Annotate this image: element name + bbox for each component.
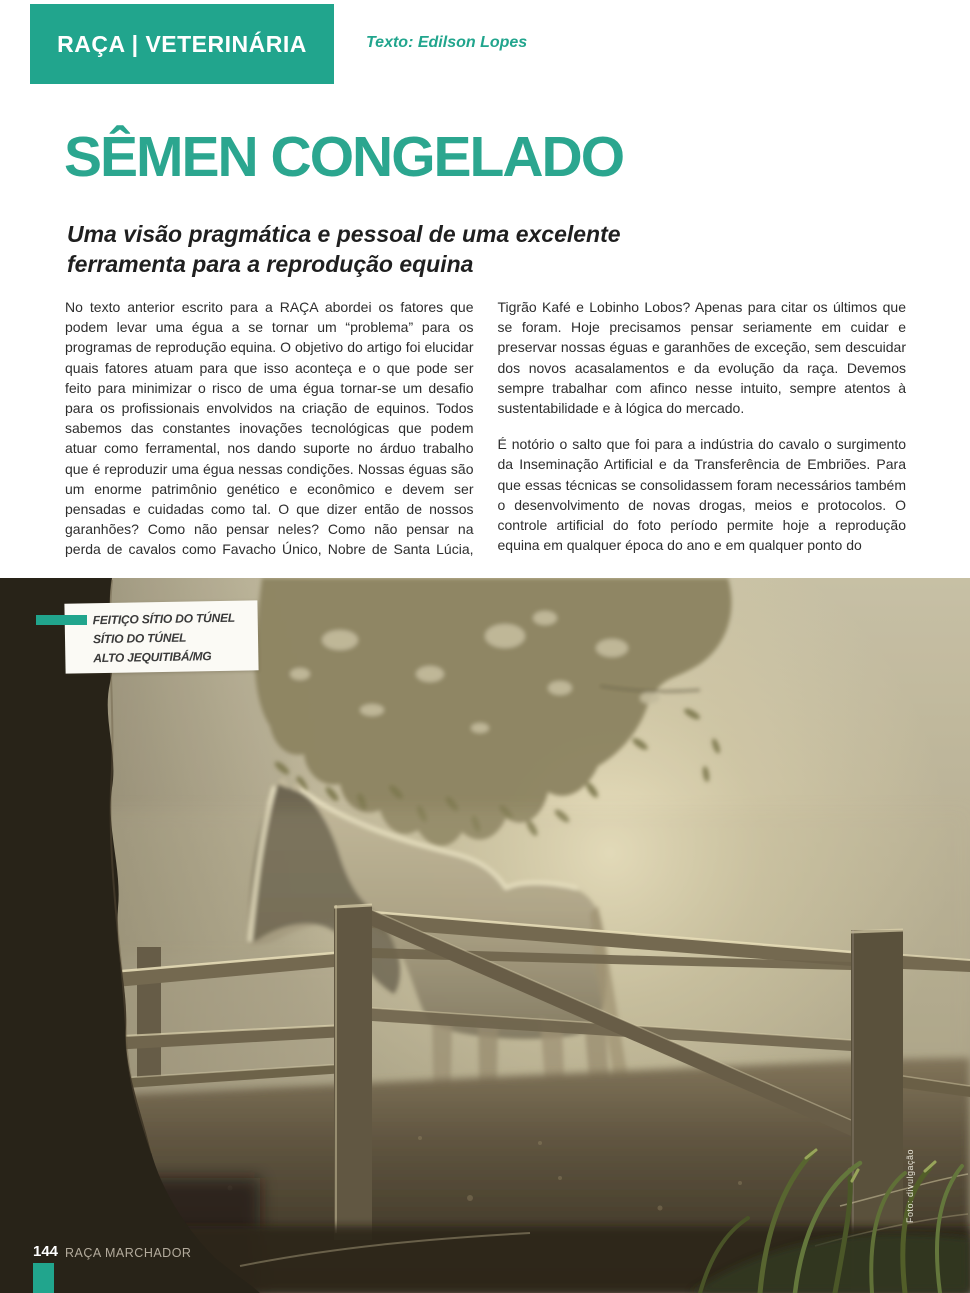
caption-line-3: ALTO JEQUITIBÁ/MG bbox=[93, 649, 212, 666]
article-subtitle: Uma visão pragmática e pessoal de uma excelente ferramenta para a reprodução equina bbox=[67, 221, 621, 277]
body-paragraph-2: É notório o salto que foi para a indústria do cavalo o surgimento da Inseminação Artificial e da Transferência de Embriões. Para que essas técnicas se consolidassem foram necessários também o desenvolvimento de novas drogas, meios e protocolos. O controle artificial do foto período permite hoje a reprodução equina em qualquer época do ano e em qualquer ponto do bbox=[497, 436, 906, 554]
caption-line-2: SÍTIO DO TÚNEL bbox=[92, 630, 187, 647]
section-label: RAÇA | VETERINÁRIA bbox=[57, 30, 307, 57]
article-body bbox=[65, 297, 906, 565]
caption-accent-bar bbox=[36, 615, 87, 625]
section-band bbox=[30, 4, 334, 84]
byline: Texto: Edilson Lopes bbox=[366, 34, 528, 51]
caption-line-1: FEITIÇO SÍTIO DO TÚNEL bbox=[92, 610, 236, 628]
horse-photo bbox=[0, 578, 970, 1293]
photo-credit: Foto: divulgação bbox=[905, 1148, 915, 1223]
sepia-overlay bbox=[0, 578, 970, 1293]
footer-accent-block bbox=[33, 1263, 54, 1293]
article-title: SÊMEN CONGELADO bbox=[64, 125, 624, 189]
horse-photo-illustration bbox=[0, 578, 970, 1293]
body-paragraph-1: No texto anterior escrito para a RAÇA abordei os fatores que podem levar uma égua a se tornar um “problema” para os programas de reprodução equina. O objetivo do artigo foi elucidar quais fatores atuam para que isso aconteça e o que pode ser feito para minimizar o risco de uma égua tornar-se um desafio para os profissionais envolvidos na criação de equinos. Todos sabemos das constantes inovações tecnológicas que podem atuar como ferramental, nos dando suporte no árduo trabalho que é reproduzir uma égua nessas condições. Nossas éguas são um enorme patrimônio genético e econômico e devem ser pensadas e cuidadas como tal. O que dizer então de nossos garanhões? Como não pensar neles? Como não pensar na perda de cavalos como Favacho Único, Nobre de Santa Lúcia, Tigrão Kafé e Lobinho Lobos? Apenas para citar os últimos que se foram. Hoje precisamos pensar seriamente em cuidar e preservar nossas éguas e garanhões de exceção, sem descuidar dos novos acasalamentos e da evolução da raça. Devemos sempre trabalhar com afinco nesse intuito, sempre atentos à sustentabilidade e à lógica do mercado. bbox=[65, 299, 906, 558]
page-number: 144 bbox=[33, 1243, 59, 1260]
photo-caption-card bbox=[64, 600, 258, 673]
magazine-name: RAÇA MARCHADOR bbox=[65, 1246, 192, 1260]
